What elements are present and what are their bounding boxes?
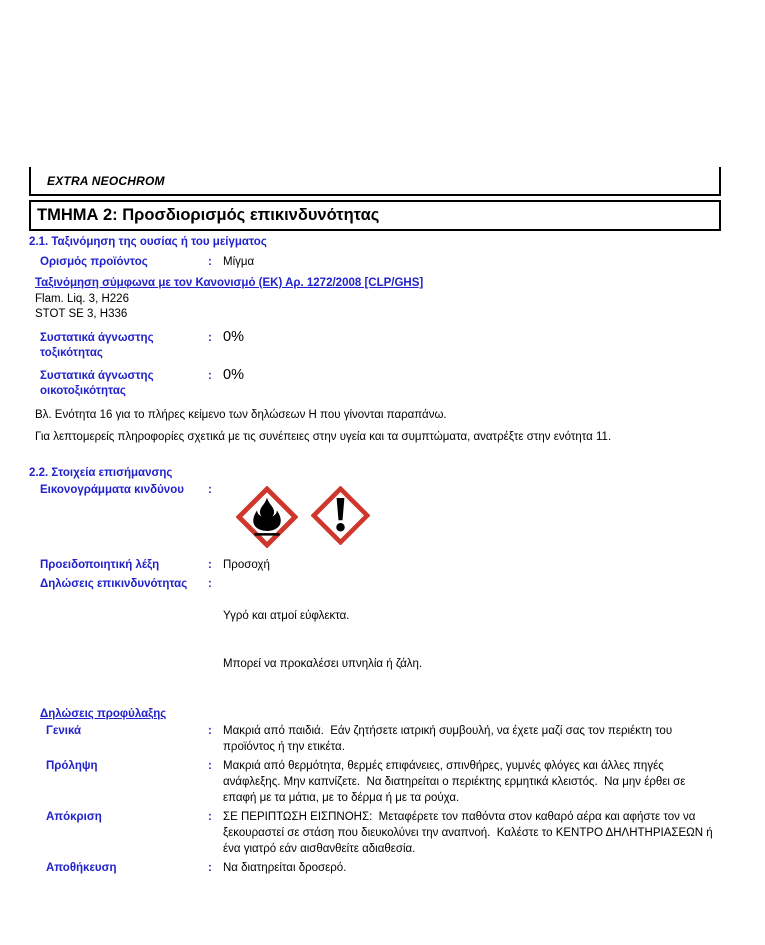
colon-separator: : bbox=[208, 578, 212, 590]
colon-separator: : bbox=[208, 370, 212, 382]
document-header-box bbox=[29, 167, 721, 196]
colon-separator: : bbox=[208, 760, 212, 772]
section-2-content bbox=[29, 236, 735, 876]
response-value: ΣΕ ΠΕΡΙΠΤΩΣΗ ΕΙΣΠΝΟΗΣ: Μεταφέρετε τον παθόντα στον καθαρό αέρα και αφήστε τον να ξεκουραστεί σε στάση που διευκολύνει την αναπνοή. Καλέστε το ΚΕΝΤΡΟ ΔΗΛΗΤΗΡΙΑΣΕΩΝ ή ένα γιατρό εάν αισθανθείτε αδιαθεσία. bbox=[223, 811, 716, 855]
flame-pictogram-icon bbox=[236, 486, 298, 548]
hazard-pictograms-row bbox=[29, 483, 735, 548]
classification-line: STOT SE 3, H336 bbox=[35, 307, 128, 320]
general-value: Μακριά από παιδιά. Εάν ζητήσετε ιατρική συμβουλή, να έχετε μαζί σας τον περιέκτη του προϊόντος ή την ετικέτα. bbox=[223, 725, 676, 753]
section-title: ΤΜΗΜΑ 2: Προσδιορισμός επικινδυνότητας bbox=[37, 206, 380, 224]
colon-separator: : bbox=[208, 484, 212, 496]
unknown-toxicity-label: Συστατικά άγνωστης τοξικότητας bbox=[40, 332, 154, 359]
clp-classification-heading: Ταξινόμηση σύμφωνα με τον Κανονισμό (ΕΚ) Αρ. 1272/2008 [CLP/GHS] bbox=[35, 277, 424, 289]
prevention-value: Μακριά από θερμότητα, θερμές επιφάνειες, σπινθήρες, γυμνές φλόγες και άλλες πηγές ανάφλεξης. Μην καπνίζετε. Να διατηρείται ο περιέκτης ερμητικά κλειστός. Να μην έρθει σε επαφή με τα μάτια, με το δέρμα ή με τα ρούχα. bbox=[223, 760, 689, 804]
hazard-statement-line: Υγρό και ατμοί εύφλεκτα. bbox=[223, 610, 350, 622]
unknown-ecotoxicity-value: 0% bbox=[223, 367, 244, 383]
storage-row bbox=[29, 860, 735, 876]
product-definition-value: Μίγμα bbox=[223, 256, 255, 268]
prevention-label: Πρόληψη bbox=[46, 760, 98, 772]
colon-separator: : bbox=[208, 256, 212, 268]
hazard-pictograms-label: Εικονογράμματα κινδύνου bbox=[40, 484, 184, 496]
response-row bbox=[29, 809, 735, 857]
pictogram-strip bbox=[236, 486, 370, 548]
unknown-ecotoxicity-row bbox=[29, 367, 735, 399]
unknown-ecotoxicity-label: Συστατικά άγνωστης οικοτοξικότητας bbox=[40, 370, 154, 397]
product-name: EXTRA NEOCHROM bbox=[47, 174, 165, 188]
exclamation-pictogram-icon bbox=[311, 486, 370, 545]
unknown-toxicity-value: 0% bbox=[223, 329, 244, 345]
signal-word-value: Προσοχή bbox=[223, 559, 270, 571]
general-row bbox=[29, 723, 735, 755]
colon-separator: : bbox=[208, 725, 212, 737]
hazard-statements-row bbox=[29, 576, 735, 704]
hazard-statements-label: Δηλώσεις επικινδυνότητας bbox=[40, 578, 188, 590]
section-11-reference-note: Για λεπτομερείς πληροφορίες σχετικά με τις συνέπειες στην υγεία και τα συμπτώματα, ανατρέξτε στην ενότητα 11. bbox=[35, 431, 612, 443]
colon-separator: : bbox=[208, 862, 212, 874]
prevention-row bbox=[29, 758, 735, 806]
product-definition-label: Ορισμός προϊόντος bbox=[40, 256, 148, 268]
general-label: Γενικά bbox=[46, 725, 82, 737]
colon-separator: : bbox=[208, 559, 212, 571]
precautionary-statements-heading: Δηλώσεις προφύλαξης bbox=[40, 708, 167, 720]
subsection-2-2-heading: 2.2. Στοιχεία επισήμανσης bbox=[29, 467, 173, 479]
signal-word-label: Προειδοποιητική λέξη bbox=[40, 559, 160, 571]
product-definition-row bbox=[29, 254, 735, 270]
colon-separator: : bbox=[208, 332, 212, 344]
hazard-statement-line: Μπορεί να προκαλέσει υπνηλία ή ζάλη. bbox=[223, 658, 423, 670]
section-title-box bbox=[29, 200, 721, 231]
classification-line: Flam. Liq. 3, H226 bbox=[35, 293, 129, 305]
signal-word-row bbox=[29, 557, 735, 573]
colon-separator: : bbox=[208, 811, 212, 823]
h-statements-note: Βλ. Ενότητα 16 για το πλήρες κείμενο των δηλώσεων H που γίνονται παραπάνω. bbox=[35, 409, 447, 421]
storage-value: Να διατηρείται δροσερό. bbox=[223, 862, 347, 874]
response-label: Απόκριση bbox=[46, 811, 102, 823]
hazard-statements-value bbox=[223, 576, 717, 704]
storage-label: Αποθήκευση bbox=[46, 862, 117, 874]
unknown-toxicity-row bbox=[29, 329, 735, 361]
subsection-2-1-heading: 2.1. Ταξινόμηση της ουσίας ή του μείγματος bbox=[29, 236, 267, 248]
